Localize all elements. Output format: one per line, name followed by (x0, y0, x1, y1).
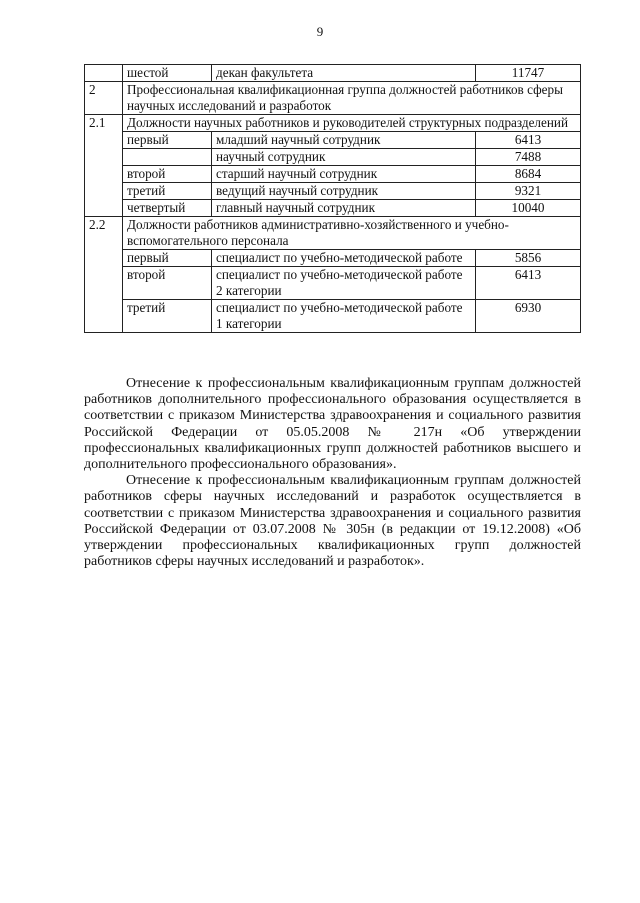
table-cell-amount: 7488 (476, 149, 581, 166)
body-text (84, 376, 581, 570)
subgroup-header-row (85, 115, 581, 132)
subgroup-title: Должности научных работников и руководителей структурных подразделений (123, 115, 581, 132)
table-cell-amount: 6930 (476, 300, 581, 333)
table-row (85, 132, 581, 149)
group-number: 2 (85, 82, 123, 115)
table-row (85, 300, 581, 333)
table-cell-amount: 10040 (476, 200, 581, 217)
table-cell-position: ведущий научный сотрудник (212, 183, 476, 200)
table-cell-amount: 5856 (476, 250, 581, 267)
table-cell-amount: 11747 (476, 65, 581, 82)
table-row (85, 200, 581, 217)
paragraph: Отнесение к профессиональным квалификационным группам должностей работников дополнительного профессионального образования осуществляется в соответствии с приказом Министерства здравоохранения и социального развития Российской Федерации от 05.05.2008 № 217н «Об утверждении профессиональных квалификационных групп должностей работников высшего и дополнительного профессионального образования». (84, 376, 581, 473)
table-cell-level: первый (123, 132, 212, 149)
table-cell-position: старший научный сотрудник (212, 166, 476, 183)
table-cell-level (123, 149, 212, 166)
group-header-row (85, 82, 581, 115)
table-cell-position: декан факультета (212, 65, 476, 82)
table-cell-position: специалист по учебно-методической работе 1 категории (212, 300, 476, 333)
table-row (85, 166, 581, 183)
table-cell-level: второй (123, 267, 212, 300)
table-cell-amount: 6413 (476, 267, 581, 300)
paragraph: Отнесение к профессиональным квалификационным группам должностей работников сферы научных исследований и разработок осуществляется в соответствии с приказом Министерства здравоохранения и социального развития Российской Федерации от 03.07.2008 № 305н (в редакции от 19.12.2008) «Об утверждении профессиональных квалификационных групп должностей работников сферы научных исследований и разработок». (84, 473, 581, 570)
table-cell-position: главный научный сотрудник (212, 200, 476, 217)
group-title: Профессиональная квалификационная группа должностей работников сферы научных исследований и разработок (123, 82, 581, 115)
table-cell-position: младший научный сотрудник (212, 132, 476, 149)
subgroup-number: 2.2 (85, 217, 123, 333)
table-cell-level: первый (123, 250, 212, 267)
table-cell-level: шестой (123, 65, 212, 82)
subgroup-header-row (85, 217, 581, 250)
table-row (85, 267, 581, 300)
table-cell-amount: 8684 (476, 166, 581, 183)
table-cell-position: специалист по учебно-методической работе (212, 250, 476, 267)
table-cell-level: третий (123, 300, 212, 333)
table-cell-num (85, 65, 123, 82)
table-cell-amount: 6413 (476, 132, 581, 149)
table-cell-level: третий (123, 183, 212, 200)
table-row (85, 250, 581, 267)
salary-table (84, 64, 581, 333)
table-row (85, 183, 581, 200)
table-row (85, 65, 581, 82)
subgroup-number: 2.1 (85, 115, 123, 217)
table-cell-position: специалист по учебно-методической работе 2 категории (212, 267, 476, 300)
table-cell-level: второй (123, 166, 212, 183)
page-number: 9 (316, 24, 324, 39)
table-row (85, 149, 581, 166)
table-cell-position: научный сотрудник (212, 149, 476, 166)
table-cell-level: четвертый (123, 200, 212, 217)
table-cell-amount: 9321 (476, 183, 581, 200)
subgroup-title: Должности работников административно-хозяйственного и учебно-вспомогательного персонала (123, 217, 581, 250)
